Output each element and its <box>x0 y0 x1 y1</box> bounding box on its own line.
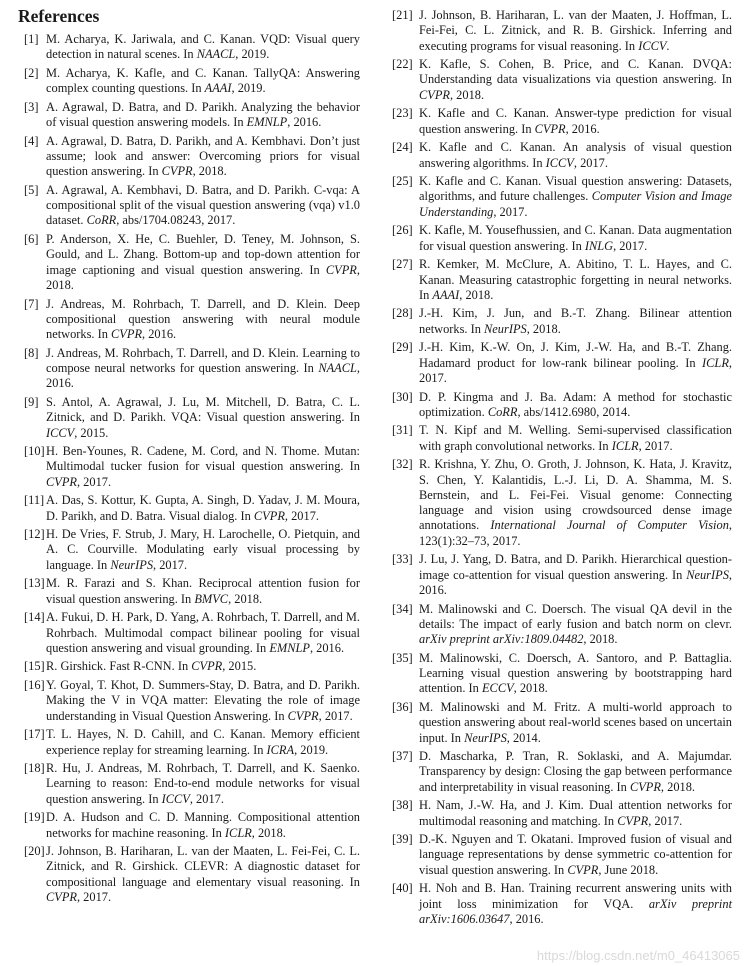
reference-year: , 2016. <box>309 640 345 655</box>
reference-authors-title: D. P. Kingma and J. Ba. Adam: A method for stochastic optimization. <box>419 389 732 419</box>
reference-venue: NeurIPS <box>484 321 527 336</box>
reference-authors-title: J.-H. Kim, J. Jun, and B.-T. Zhang. Bilinear attention networks. In <box>419 306 732 336</box>
reference-year: , abs/1704.08243, 2017. <box>116 213 236 228</box>
reference-venue: CVPR <box>617 813 649 828</box>
reference-year: , 2016. <box>419 567 732 597</box>
reference-venue: EMNLP <box>269 640 310 655</box>
reference-year: , 123(1):32–73, 2017. <box>419 518 732 548</box>
reference-venue: ICLR <box>702 355 729 370</box>
reference-year: , 2017. <box>76 474 112 489</box>
reference-authors-title: S. Antol, A. Agrawal, J. Lu, M. Mitchell, D. Batra, C. L. Zitnick, and D. Parikh. VQA: Visual question answering. In <box>46 394 360 425</box>
reference-authors-title: H. Nam, J.-W. Ha, and J. Kim. Dual attention networks for multimodal reasoning and matching. In <box>419 798 732 828</box>
reference-number: [35] <box>392 650 413 665</box>
reference-venue: ICLR <box>611 438 639 453</box>
reference-venue: CVPR <box>161 164 193 179</box>
reference-authors-title: R. Kemker, M. McClure, A. Abitino, T. L. Hayes, and C. Kanan. Measuring catastrophic forgetting in neural networks. In <box>419 257 732 302</box>
reference-number: [38] <box>392 798 413 813</box>
reference-item <box>391 881 732 927</box>
reference-venue: International Journal of Computer Vision <box>490 518 729 533</box>
reference-year: , 2019. <box>231 81 266 96</box>
reference-year: , 2016. <box>46 361 360 391</box>
reference-item <box>391 798 732 829</box>
reference-number: [4] <box>24 133 39 148</box>
reference-item <box>18 678 360 724</box>
reference-number: [6] <box>24 232 39 247</box>
reference-authors-title: M. R. Farazi and S. Khan. Reciprocal attention fusion for visual question answering. In <box>46 576 360 606</box>
reference-item <box>391 749 732 795</box>
reference-authors-title: D. A. Hudson and C. D. Manning. Compositional attention networks for machine reasoning. In <box>46 810 360 840</box>
reference-venue: CVPR <box>191 659 223 674</box>
reference-item <box>18 444 360 490</box>
reference-number: [26] <box>392 223 413 238</box>
reference-year: , 2017. <box>648 813 683 828</box>
reference-item <box>18 844 360 905</box>
reference-number: [9] <box>24 394 39 409</box>
reference-item <box>18 659 360 674</box>
reference-venue: CVPR <box>287 708 319 723</box>
reference-item <box>18 527 360 573</box>
reference-item <box>391 832 732 878</box>
reference-number: [12] <box>24 527 45 542</box>
reference-number: [10] <box>24 444 45 459</box>
reference-authors-title: T. N. Kipf and M. Welling. Semi-supervised classification with graph convolutional networks. In <box>419 423 732 453</box>
reference-venue: ICLR <box>224 825 252 840</box>
reference-number: [31] <box>392 423 413 438</box>
reference-year: , 2018. <box>449 87 485 102</box>
reference-number: [2] <box>24 65 39 80</box>
reference-number: [1] <box>24 32 39 46</box>
reference-venue: arXiv preprint arXiv:1809.04482 <box>419 632 584 647</box>
reference-authors-title: A. Fukui, D. H. Park, D. Yang, A. Rohrbach, T. Darrell, and M. Rohrbach. Multimodal compact bilinear pooling for visual question answering and visual grounding. In <box>46 610 360 655</box>
reference-year: , 2017. <box>613 238 648 253</box>
reference-number: [11] <box>24 493 45 508</box>
reference-number: [18] <box>24 761 45 776</box>
reference-year: , 2017. <box>189 791 224 806</box>
reference-year: , 2015. <box>222 659 257 674</box>
reference-year: , 2018. <box>228 591 263 606</box>
reference-year: , 2016. <box>565 121 600 136</box>
reference-item <box>391 423 732 454</box>
reference-year: , 2016. <box>142 327 177 342</box>
reference-item <box>18 100 360 131</box>
reference-number: [22] <box>392 57 413 72</box>
reference-year: . <box>666 38 670 53</box>
reference-authors-title: H. Noh and B. Han. Training recurrent answering units with joint loss minimization for VQA. <box>419 881 732 911</box>
reference-number: [5] <box>24 182 39 197</box>
reference-item <box>391 390 732 421</box>
reference-authors-title: H. De Vries, F. Strub, J. Mary, H. Larochelle, O. Pietquin, and A. C. Courville. Modulating early visual processing by language. In <box>46 527 360 572</box>
reference-number: [32] <box>392 457 413 472</box>
reference-item <box>391 700 732 746</box>
reference-item <box>391 552 732 598</box>
reference-authors-title: R. Girshick. Fast R-CNN. In <box>46 659 192 674</box>
reference-item <box>18 576 360 607</box>
reference-year: , 2014. <box>506 730 541 745</box>
reference-item <box>18 493 360 524</box>
watermark-url: https://blog.csdn.net/m0_46413065 <box>536 948 740 963</box>
reference-item <box>391 340 732 386</box>
reference-item <box>18 66 360 97</box>
reference-authors-title: T. L. Hayes, N. D. Cahill, and C. Kanan. Memory efficient experience replay for streaming learning. In <box>46 727 360 757</box>
reference-venue: CVPR <box>534 121 566 136</box>
reference-item <box>391 106 732 137</box>
reference-item <box>18 134 360 180</box>
reference-year: , 2018. <box>583 632 618 647</box>
reference-item <box>18 761 360 807</box>
reference-item <box>18 395 360 441</box>
reference-authors-title: D.-K. Nguyen and T. Okatani. Improved fusion of visual and language representations by dense symmetric co-attention for visual question answering. In <box>419 832 732 877</box>
reference-year: , 2017. <box>419 355 732 385</box>
reference-year: , 2019. <box>294 742 329 757</box>
reference-venue: NAACL <box>196 47 236 62</box>
reference-authors-title: P. Anderson, X. He, C. Buehler, D. Teney, M. Johnson, S. Gould, and L. Zhang. Bottom-up and top-down attention for image captioning and visual question answering. In <box>46 232 360 277</box>
reference-number: [40] <box>392 881 413 896</box>
reference-list-right <box>391 8 732 927</box>
reference-venue: CVPR <box>46 474 77 489</box>
reference-year: , 2017. <box>638 438 673 453</box>
reference-number: [7] <box>24 296 39 311</box>
reference-authors-title: A. Agrawal, A. Kembhavi, D. Batra, and D. Parikh. C-vqa: A compositional split of the visual question answering (vqa) v1.0 dataset. <box>46 182 360 228</box>
reference-year: , 2015. <box>74 425 109 440</box>
reference-year: , 2017. <box>76 890 112 905</box>
reference-number: [33] <box>392 552 413 567</box>
reference-authors-title: D. Mascharka, P. Tran, R. Soklaski, and A. Majumdar. Transparency by design: Closing the gap between performance and interpretability in visual reasoning. In <box>419 749 732 794</box>
reference-authors-title: K. Kafle and C. Kanan. Answer-type prediction for visual question answering. In <box>419 106 732 136</box>
reference-authors-title: M. Malinowski, C. Doersch, A. Santoro, and P. Battaglia. Learning visual question answering by bootstrapping hard attention. In <box>419 650 732 696</box>
reference-authors-title: A. Das, S. Kottur, K. Gupta, A. Singh, D. Yadav, J. M. Moura, D. Parikh, and D. Batra. Visual dialog. In <box>46 493 360 523</box>
reference-venue: CVPR <box>253 508 285 523</box>
reference-item <box>391 306 732 337</box>
reference-authors-title: K. Kafle, S. Cohen, B. Price, and C. Kanan. DVQA: Understanding data visualizations via question answering. In <box>419 57 732 87</box>
reference-item <box>18 297 360 343</box>
reference-authors-title: J.-H. Kim, K.-W. On, J. Kim, J.-W. Ha, and B.-T. Zhang. Hadamard product for low-rank bilinear pooling. In <box>419 340 732 370</box>
reference-number: [27] <box>392 257 413 272</box>
reference-authors-title: J. Andreas, M. Rohrbach, T. Darrell, and D. Klein. Learning to compose neural networks for question answering. In <box>46 345 360 376</box>
reference-year: , 2018. <box>251 825 286 840</box>
reference-venue: AAAI <box>204 81 232 96</box>
reference-year: , 2016. <box>509 911 544 926</box>
reference-venue: CVPR <box>629 779 661 794</box>
reference-year: , 2019. <box>235 47 270 62</box>
reference-item <box>18 727 360 758</box>
reference-venue: ICCV <box>638 38 667 53</box>
reference-year: , 2017. <box>284 508 319 523</box>
reference-item <box>391 223 732 254</box>
reference-item <box>18 183 360 229</box>
reference-venue: EMNLP <box>246 115 288 130</box>
reference-item <box>18 232 360 293</box>
reference-authors-title: Y. Goyal, T. Khot, D. Summers-Stay, D. Batra, and D. Parikh. Making the V in VQA matter: Elevating the role of image understanding in Visual Question Answering. In <box>46 678 360 723</box>
reference-authors-title: R. Hu, J. Andreas, M. Rohrbach, T. Darrell, and K. Saenko. Learning to reason: End-to-end module networks for visual question answering. In <box>46 761 360 806</box>
reference-authors-title: K. Kafle and C. Kanan. Visual question answering: Datasets, algorithms, and future challenges. <box>419 174 732 204</box>
reference-authors-title: J. Lu, J. Yang, D. Batra, and D. Parikh. Hierarchical question-image co-attention for visual question answering. In <box>419 552 732 582</box>
references-right-column <box>391 8 732 931</box>
reference-venue: CVPR <box>111 327 143 342</box>
reference-authors-title: J. Johnson, B. Hariharan, L. van der Maaten, J. Hoffman, L. Fei-Fei, C. L. Zitnick, and R. B. Girshick. Inferring and executing programs for visual reasoning. In <box>419 8 732 53</box>
reference-venue: ICCV <box>545 155 574 170</box>
reference-authors-title: K. Kafle, M. Yousefhussien, and C. Kanan. Data augmentation for visual question answering. In <box>419 223 732 253</box>
reference-item <box>391 257 732 303</box>
reference-venue: INLG <box>584 238 614 253</box>
reference-number: [19] <box>24 810 45 825</box>
reference-number: [14] <box>24 610 45 625</box>
reference-venue: NeurIPS <box>110 557 154 572</box>
reference-number: [37] <box>392 749 413 764</box>
reference-authors-title: M. Acharya, K. Kafle, and C. Kanan. TallyQA: Answering complex counting questions. In <box>46 65 360 96</box>
reference-year: , June 2018. <box>598 862 659 877</box>
references-heading: References <box>18 6 100 26</box>
reference-venue: ECCV <box>481 681 514 696</box>
reference-authors-title: A. Agrawal, D. Batra, D. Parikh, and A. Kembhavi. Don’t just assume; look and answer: Overcoming priors for visual question answering. In <box>46 133 360 179</box>
reference-number: [8] <box>24 345 39 360</box>
reference-year: , 2018. <box>526 321 561 336</box>
reference-year: , 2018. <box>46 262 360 292</box>
reference-item <box>391 57 732 103</box>
reference-venue: CVPR <box>325 262 357 277</box>
reference-number: [3] <box>24 99 39 114</box>
reference-authors-title: J. Andreas, M. Rohrbach, T. Darrell, and D. Klein. Deep compositional question answering with neural module networks. In <box>46 296 360 342</box>
reference-year: , 2018. <box>459 287 494 302</box>
reference-venue: CVPR <box>567 862 599 877</box>
reference-venue: ICRA <box>266 742 295 757</box>
reference-item <box>391 457 732 549</box>
reference-authors-title: H. Ben-Younes, R. Cadene, M. Cord, and N. Thome. Mutan: Multimodal tucker fusion for visual question answering. In <box>46 444 360 474</box>
reference-number: [16] <box>24 678 45 693</box>
reference-venue: arXiv preprint arXiv:1606.03647 <box>419 896 733 926</box>
reference-authors-title: A. Agrawal, D. Batra, and D. Parikh. Analyzing the behavior of visual question answering models. In <box>46 99 360 130</box>
reference-authors-title: J. Johnson, B. Hariharan, L. van der Maaten, L. Fei-Fei, C. L. Zitnick, and R. Girshick. CLEVR: A diagnostic dataset for compositional language and elementary visual reasoning. In <box>46 844 360 889</box>
reference-year: , abs/1412.6980, 2014. <box>517 404 631 419</box>
reference-number: [25] <box>392 174 413 189</box>
reference-authors-title: M. Acharya, K. Jariwala, and C. Kanan. VQD: Visual query detection in natural scenes. In <box>46 32 360 62</box>
reference-number: [30] <box>392 389 413 404</box>
reference-item <box>18 346 360 392</box>
reference-item <box>391 651 732 697</box>
reference-number: [39] <box>392 832 413 847</box>
reference-year: , 2018. <box>660 779 695 794</box>
reference-venue: ICCV <box>46 425 75 440</box>
reference-item <box>18 810 360 841</box>
reference-number: [17] <box>24 727 45 742</box>
reference-venue: CVPR <box>419 87 450 102</box>
reference-authors-title: M. Malinowski and C. Doersch. The visual QA devil in the details: The impact of early fusion and batch norm on clevr. <box>419 601 732 631</box>
reference-number: [23] <box>392 106 413 121</box>
reference-year: , 2018. <box>192 164 227 179</box>
reference-list-left <box>18 32 360 905</box>
reference-number: [28] <box>392 306 413 321</box>
reference-venue: NAACL <box>318 361 357 376</box>
reference-venue: BMVC <box>194 591 229 606</box>
reference-venue: CoRR <box>487 404 518 419</box>
reference-year: , 2017. <box>153 557 188 572</box>
reference-venue: NeurIPS <box>686 567 729 582</box>
reference-authors-title: M. Malinowski and M. Fritz. A multi-world approach to question answering about real-world scenes based on uncertain input. In <box>419 699 732 745</box>
reference-venue: CVPR <box>46 890 77 905</box>
reference-item <box>391 140 732 171</box>
references-left-column <box>18 0 360 909</box>
reference-venue: NeurIPS <box>464 730 507 745</box>
reference-item <box>18 610 360 656</box>
reference-number: [15] <box>24 659 45 674</box>
reference-venue: Computer Vision and Image Understanding <box>419 189 732 219</box>
reference-number: [36] <box>392 699 413 714</box>
reference-item <box>391 174 732 220</box>
reference-item <box>18 32 360 63</box>
reference-number: [13] <box>24 576 45 591</box>
reference-year: , 2017. <box>318 708 353 723</box>
reference-year: , 2016. <box>287 115 322 130</box>
reference-venue: AAAI <box>432 287 460 302</box>
reference-number: [20] <box>24 844 45 859</box>
reference-year: , 2017. <box>493 204 528 219</box>
reference-number: [34] <box>392 601 413 616</box>
reference-venue: ICCV <box>161 791 190 806</box>
reference-authors-title: R. Krishna, Y. Zhu, O. Groth, J. Johnson, K. Hata, J. Kravitz, S. Chen, Y. Kalantidis, L.-J. Li, D. A. Shamma, M. S. Bernstein, and L. Fei-Fei. Visual genome: Connecting language and vision using crowdsourced dense image annotations. <box>419 457 732 533</box>
reference-item <box>391 8 732 54</box>
reference-number: [29] <box>392 340 413 355</box>
reference-number: [21] <box>392 8 413 22</box>
reference-venue: CoRR <box>86 213 117 228</box>
reference-item <box>391 602 732 648</box>
reference-number: [24] <box>392 140 413 155</box>
reference-year: , 2018. <box>513 681 548 696</box>
reference-year: , 2017. <box>573 155 608 170</box>
reference-authors-title: K. Kafle and C. Kanan. An analysis of visual question answering algorithms. In <box>419 140 732 170</box>
